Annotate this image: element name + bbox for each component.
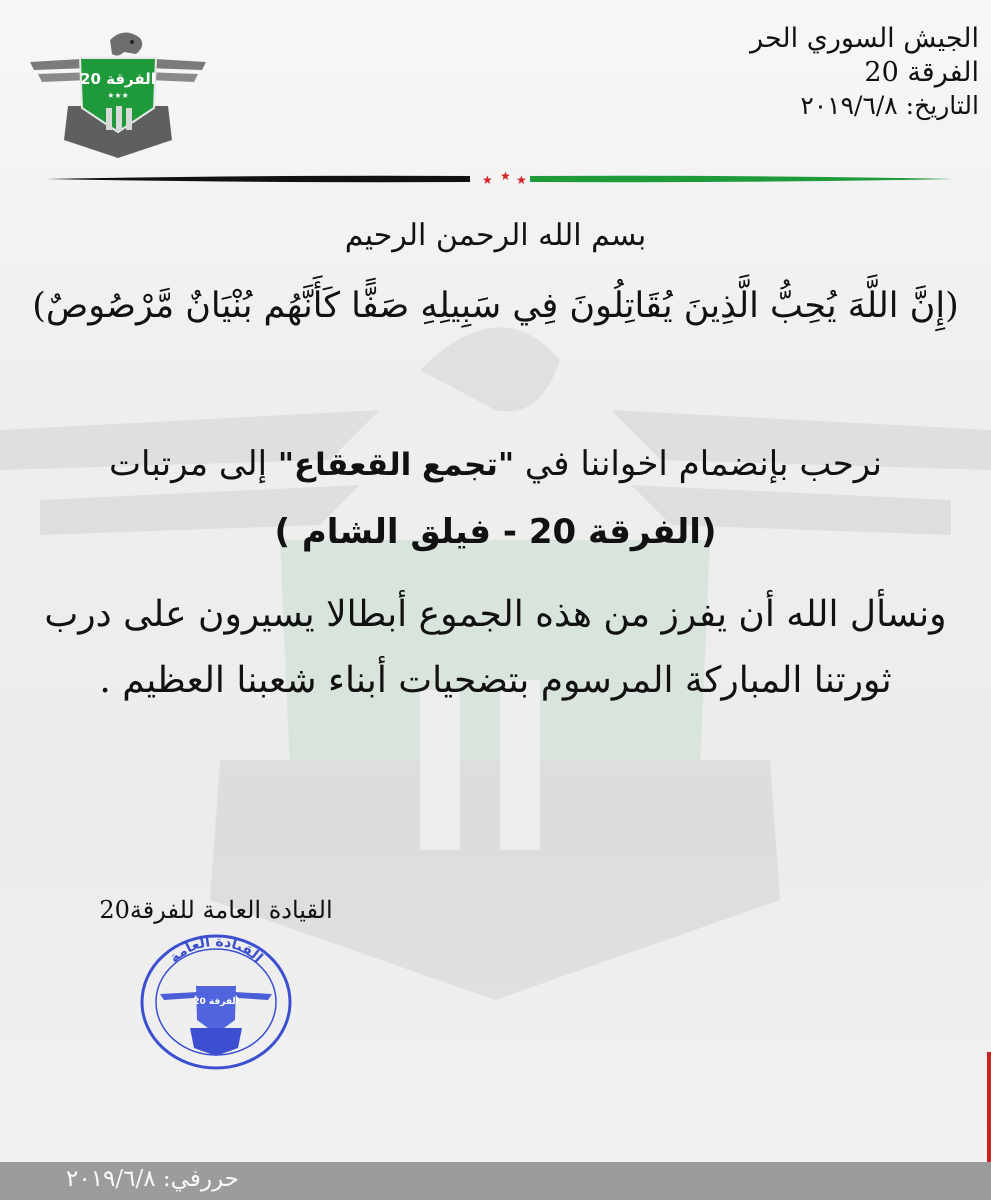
svg-text:القيادة العامة — [167, 934, 266, 966]
signature-title: القيادة العامة للفرقة20 — [99, 896, 333, 924]
division-logo — [28, 28, 208, 160]
header-organization: الجيش السوري الحر — [750, 23, 979, 54]
command-stamp — [138, 932, 294, 1072]
stamp-ring-text: القيادة العامة — [166, 933, 266, 967]
divider-star-icon: ★ — [482, 173, 493, 187]
welcome-text-after: إلى مرتبات — [109, 444, 268, 484]
header-date: التاريخ: ٢٠١٩/٦/٨ — [800, 90, 979, 120]
prayer-line-1: ونسأل الله أن يفرز من هذه الجموع أبطالا يسيرون على درب — [44, 594, 947, 635]
document-header — [679, 22, 979, 121]
basmala: بسم الله الرحمن الرحيم — [344, 218, 647, 253]
prayer-line-2: ثورتنا المباركة المرسوم بتضحيات أبناء شعبنا العظيم . — [99, 660, 892, 701]
footer-date: حررفي: ٢٠١٩/٦/٨ — [66, 1166, 239, 1192]
welcome-statement — [0, 444, 991, 484]
logo-text: الفرقة 20 — [80, 70, 156, 88]
header-divider — [46, 171, 954, 187]
quran-verse: (إِنَّ اللَّهَ يُحِبُّ الَّذِينَ يُقَاتِلُونَ فِي سَبِيلِهِ صَفًّا كَأَنَّهُم بُنْيَانٌ مَّرْصُوصٌ) — [32, 286, 959, 326]
header-division: الفرقة 20 — [864, 56, 979, 88]
edge-mark — [987, 1052, 991, 1162]
welcome-text-before: نرحب بإنضمام اخواننا في — [524, 444, 882, 484]
divider-star-icon: ★ — [516, 173, 527, 187]
logo-stars: ★★★ — [107, 91, 129, 100]
welcome-group-name: "تجمع القعقاع" — [277, 447, 515, 483]
divider-star-icon: ★ — [500, 171, 511, 183]
unit-name: (الفرقة 20 - فيلق الشام ) — [274, 512, 717, 552]
footer-bar — [0, 1162, 991, 1200]
stamp-logo-text: الفرقة 20 — [193, 997, 239, 1007]
